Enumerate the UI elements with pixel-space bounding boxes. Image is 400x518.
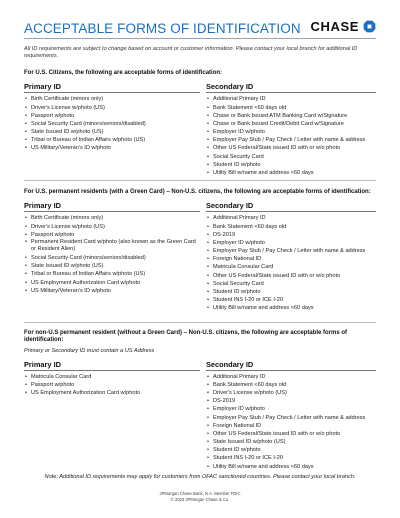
- header-rule: [24, 38, 376, 39]
- primary-id-heading: Primary ID: [24, 81, 200, 93]
- id-list-item: • Other US Federal/State issued ID with or w/o photo: [206, 144, 376, 152]
- id-list-item: • Birth Certificate (minors only): [24, 95, 200, 103]
- id-list-item: • Matricula Consular Card: [206, 263, 376, 271]
- secondary-id-heading: Secondary ID: [206, 359, 376, 371]
- section-divider: [24, 180, 376, 181]
- primary-id-heading: Primary ID: [24, 200, 200, 212]
- id-list-item: • Passport w/photo: [24, 231, 200, 239]
- primary-id-column: [24, 81, 200, 177]
- id-list-item: • State Issued ID w/photo (US): [24, 128, 200, 136]
- secondary-id-list: [206, 214, 376, 312]
- legal-line-1: JPMorgan Chase Bank, N.A. Member FDIC: [159, 491, 241, 496]
- id-list-item: • Social Security Card (minors/seniors/disabled): [24, 254, 200, 262]
- id-list-item: • Foreign National ID: [206, 255, 376, 263]
- id-list-item: • Utility Bill w/name and address <60 days: [206, 169, 376, 177]
- id-list-item: • Additional Primary ID: [206, 95, 376, 103]
- secondary-id-column: [200, 81, 376, 177]
- id-list-item: • Driver's License w/photo (US): [24, 104, 200, 112]
- id-list-item: • Additional Primary ID: [206, 214, 376, 222]
- id-list-item: • Matricula Consular Card: [24, 373, 200, 381]
- id-columns: [24, 200, 376, 312]
- id-list-item: • Employer Pay Stub / Pay Check / Letter with name & address: [206, 247, 376, 255]
- intro-text: All ID requirements are subject to change based on account or customer information. Please contact your local branch for additional ID requirements.: [24, 46, 358, 59]
- id-list-item: • Employer ID w/photo: [206, 405, 376, 413]
- id-columns: [24, 81, 376, 177]
- id-list-item: • State Issued ID w/photo (US): [24, 262, 200, 270]
- primary-id-list: [24, 95, 200, 152]
- secondary-id-heading: Secondary ID: [206, 81, 376, 93]
- secondary-id-list: [206, 373, 376, 471]
- id-list-item: • Other US Federal/State issued ID with or w/o photo: [206, 272, 376, 280]
- id-list-item: • Other US Federal/State issued ID with or w/o photo: [206, 430, 376, 438]
- id-list-item: • Birth Certificate (minors only): [24, 214, 200, 222]
- id-list-item: • US Employment Authorization Card w/photo: [24, 279, 200, 287]
- id-list-item: • Utility Bill w/name and address <60 days: [206, 463, 376, 471]
- id-columns: [24, 359, 376, 471]
- section-divider: [24, 322, 376, 323]
- id-list-item: • Driver's License w/photo (US): [206, 389, 376, 397]
- id-list-item: • Bank Statement <60 days old: [206, 381, 376, 389]
- section-note: Primary or Secondary ID must contain a US Address: [24, 347, 155, 354]
- id-list-item: • Additional Primary ID: [206, 373, 376, 381]
- document-title: ACCEPTABLE FORMS OF IDENTIFICATION: [24, 21, 301, 36]
- id-list-item: • Bank Statement <60 days old: [206, 223, 376, 231]
- id-list-item: • US Employment Authorization Card w/photo: [24, 389, 200, 397]
- id-list-item: • Employer Pay Stub / Pay Check / Letter with name & address: [206, 136, 376, 144]
- id-list-item: • Passport w/photo: [24, 381, 200, 389]
- chase-octagon-icon: [363, 20, 376, 33]
- id-list-item: • Tribal or Bureau of Indian Affairs w/photo (US): [24, 270, 200, 278]
- primary-id-column: [24, 359, 200, 471]
- chase-logo: [310, 19, 376, 34]
- id-list-item: • Chase or Bank Issued Credit/Debit Card w/Signature: [206, 120, 376, 128]
- secondary-id-column: [200, 359, 376, 471]
- primary-id-column: [24, 200, 200, 312]
- primary-id-list: [24, 214, 200, 294]
- secondary-id-column: [200, 200, 376, 312]
- id-list-item: • Foreign National ID: [206, 422, 376, 430]
- ofac-note: Note: Additional ID requirements may apply for customers from OFAC sanctioned countries. Please contact your local branch.: [44, 474, 356, 480]
- id-list-item: • Social Security Card: [206, 153, 376, 161]
- id-list-item: • State Issued ID w/photo (US): [206, 438, 376, 446]
- secondary-id-heading: Secondary ID: [206, 200, 376, 212]
- logo-wordmark: CHASE: [310, 19, 359, 34]
- section-us-citizens: [24, 70, 376, 177]
- id-list-item: • US Military/Veteran's ID w/photo: [24, 287, 200, 295]
- id-list-item: • Driver's License w/photo (US): [24, 223, 200, 231]
- secondary-id-list: [206, 95, 376, 177]
- section-heading: For U.S. permanent residents (with a Green Card) – Non-U.S. citizens, the following are acceptable forms of identification:: [24, 189, 371, 195]
- id-list-item: • Chase or Bank Issued ATM Banking Card w/Signature: [206, 112, 376, 120]
- id-list-item: • Employer ID w/photo: [206, 128, 376, 136]
- id-list-item: • Student ID w/photo: [206, 446, 376, 454]
- id-list-item: • US Military/Veteran's ID w/photo: [24, 144, 200, 152]
- id-list-item: • Employer ID w/photo: [206, 239, 376, 247]
- id-list-item: • Passport w/photo: [24, 112, 200, 120]
- id-list-item: • Bank Statement <60 days old: [206, 104, 376, 112]
- id-list-item: • Employer Pay Stub / Pay Check / Letter with name & address: [206, 414, 376, 422]
- primary-id-list: [24, 373, 200, 397]
- id-list-item: • Tribal or Bureau of Indian Affairs w/photo (US): [24, 136, 200, 144]
- id-list-item: • Social Security Card: [206, 280, 376, 288]
- section-heading: For U.S. Citizens, the following are acceptable forms of identification:: [24, 70, 223, 76]
- id-list-item: • Student ID w/photo: [206, 288, 376, 296]
- section-heading: For non-U.S permanent resident (without a Green Card) – Non-U.S. citizens, the following are acceptable forms of identification:: [24, 330, 348, 344]
- id-list-item: • DS-2019: [206, 231, 376, 239]
- primary-id-heading: Primary ID: [24, 359, 200, 371]
- id-list-item: • Social Security Card (minors/seniors/disabled): [24, 120, 200, 128]
- id-list-item: • DS-2019: [206, 397, 376, 405]
- section-green-card: [24, 189, 376, 312]
- id-list-item: • Student INS I-20 or ICE I-20: [206, 296, 376, 304]
- legal-line-2: © 2023 JPMorgan Chase & Co.: [170, 497, 230, 502]
- id-list-item: • Student ID w/photo: [206, 161, 376, 169]
- id-list-item: • Permanent Resident Card w/photo (also known as the Green Card or Resident Alien): [24, 239, 200, 254]
- section-non-green-card: [24, 330, 376, 471]
- id-list-item: • Student INS I-20 or ICE I-20: [206, 454, 376, 462]
- id-list-item: • Utility Bill w/name and address <60 days: [206, 304, 376, 312]
